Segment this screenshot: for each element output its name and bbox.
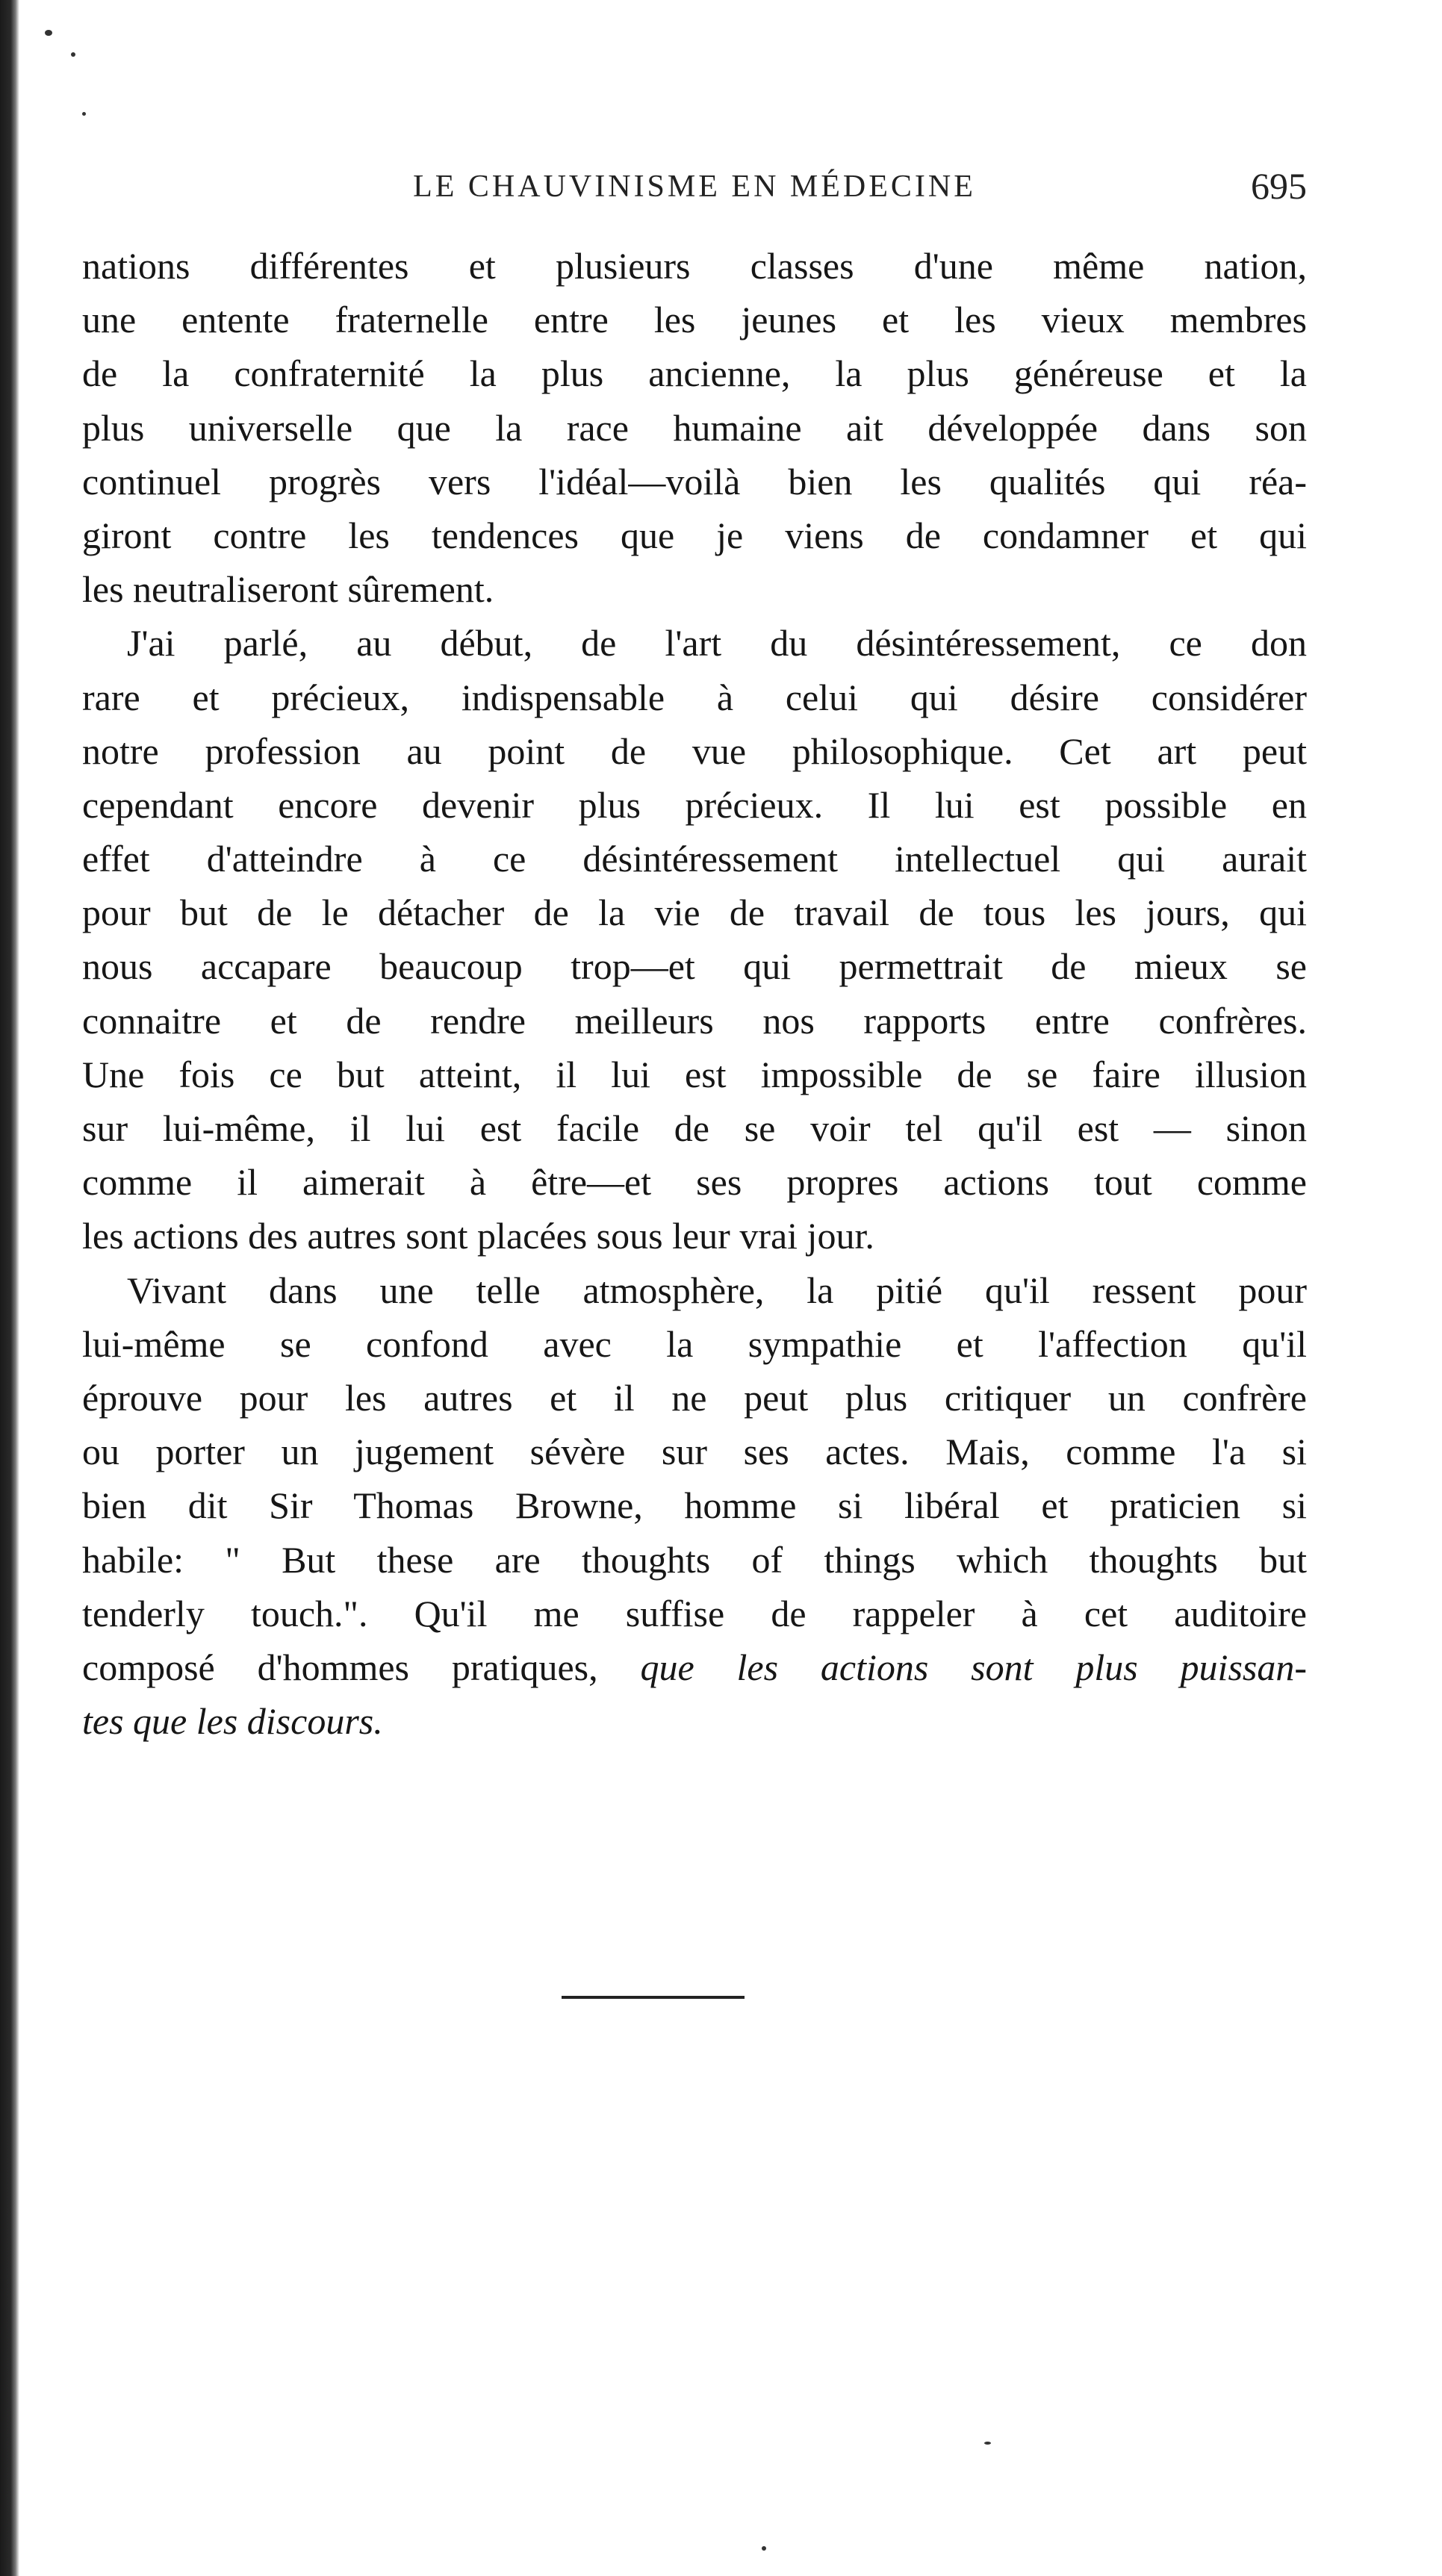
scan-speck (82, 112, 86, 116)
text-line: une entente fraternelle entre les jeunes et les vieux membres (82, 299, 1307, 341)
italic-quote: que les actions sont plus puissan- (640, 1646, 1308, 1688)
text-line: connaitre et de rendre meilleurs nos rapports entre confrères. (82, 999, 1307, 1042)
text-span: composé d'hommes pratiques, (82, 1646, 641, 1688)
body-text (82, 239, 1307, 1748)
text-line: nations différentes et plusieurs classes d'une même nation, (82, 245, 1307, 287)
running-title: LE CHAUVINISME EN MÉDECINE (413, 169, 976, 204)
text-line: continuel progrès vers l'idéal—voilà bien les qualités qui réa- (82, 460, 1307, 503)
text-line: cependant encore devenir plus précieux. Il lui est possible en (82, 783, 1307, 826)
text-line: bien dit Sir Thomas Browne, homme si libéral et praticien si (82, 1484, 1307, 1527)
text-line: habile: " But these are thoughts of things which thoughts but (82, 1538, 1307, 1581)
text-line: les actions des autres sont placées sous leur vrai jour. (82, 1215, 874, 1257)
text-line: nous accapare beaucoup trop—et qui permettrait de mieux se (82, 945, 1307, 988)
text-line: les neutraliseront sûrement. (82, 568, 494, 611)
scan-speck (45, 30, 52, 36)
scan-speck (984, 2442, 991, 2445)
italic-quote: tes que les discours. (82, 1700, 383, 1743)
page-number: 695 (1251, 165, 1307, 207)
text-line (82, 1640, 1307, 1694)
text-line: notre profession au point de vue philosophique. Cet art peut (82, 729, 1307, 772)
text-line: éprouve pour les autres et il ne peut plus critiquer un confrère (82, 1376, 1307, 1419)
text-line: J'ai parlé, au début, de l'art du désintéressement, ce don (127, 622, 1307, 665)
page-header (82, 164, 1307, 217)
text-line: giront contre les tendences que je viens de condamner et qui (82, 514, 1307, 556)
text-line: tenderly touch.". Qu'il me suffise de rappeler à cet auditoire (82, 1592, 1307, 1634)
scan-speck (762, 2546, 766, 2551)
text-line: ou porter un jugement sévère sur ses actes. Mais, comme l'a si (82, 1431, 1307, 1473)
text-line: pour but de le détacher de la vie de travail de tous les jours, qui (82, 892, 1307, 934)
text-line: comme il aimerait à être—et ses propres actions tout comme (82, 1161, 1307, 1204)
scan-speck (71, 52, 75, 57)
text-line: effet d'atteindre à ce désintéressement intellectuel qui aurait (82, 838, 1307, 880)
text-line (82, 1694, 1307, 1748)
section-end-rule (562, 1996, 745, 1999)
text-line: plus universelle que la race humaine ait développée dans son (82, 406, 1307, 449)
scan-binding-edge (0, 0, 19, 2576)
text-line: rare et précieux, indispensable à celui qui désire considérer (82, 676, 1307, 718)
text-line: sur lui-même, il lui est facile de se voir tel qu'il est — sinon (82, 1107, 1307, 1149)
text-line: Vivant dans une telle atmosphère, la pitié qu'il ressent pour (127, 1269, 1307, 1311)
text-line: Une fois ce but atteint, il lui est impossible de se faire illusion (82, 1053, 1307, 1095)
text-line: lui-même se confond avec la sympathie et l'affection qu'il (82, 1322, 1307, 1365)
text-line: de la confraternité la plus ancienne, la plus généreuse et la (82, 352, 1307, 395)
